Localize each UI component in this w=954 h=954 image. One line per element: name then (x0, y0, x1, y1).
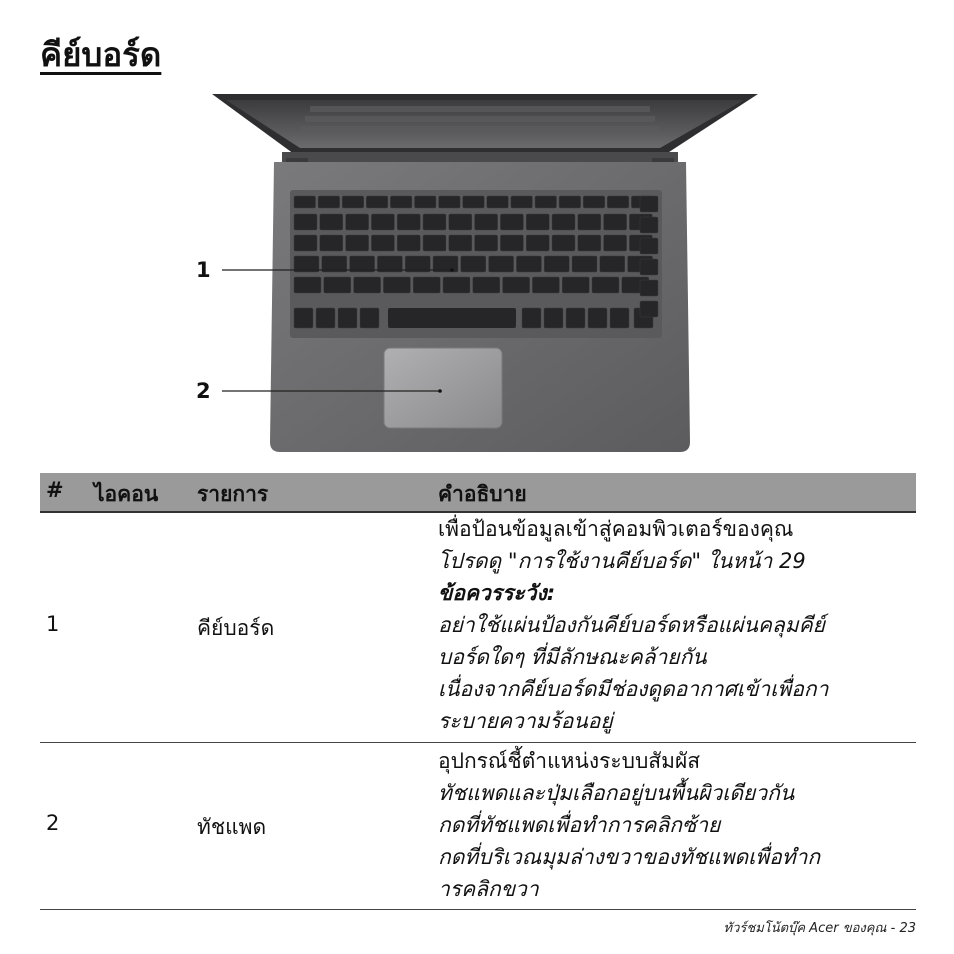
caution-label: ข้อควรระวัง: (438, 581, 556, 605)
keyboard-key (338, 308, 357, 328)
keyboard-key (500, 235, 523, 251)
keyboard-key (640, 238, 658, 254)
keyboard-key (552, 214, 575, 230)
keyboard-key (578, 214, 601, 230)
keyboard-key (318, 196, 340, 208)
keyboard-key (475, 214, 498, 230)
keyboard-key (640, 217, 658, 233)
header-num: # (46, 478, 64, 502)
keyboard-key (487, 196, 509, 208)
keyboard-key (526, 235, 549, 251)
keyboard-key (354, 277, 381, 293)
keyboard-key (449, 235, 472, 251)
keyboard-key (640, 259, 658, 275)
description-line: บอร์ดใดๆ ที่มีลักษณะคล้ายกัน (438, 645, 707, 669)
keyboard-key (439, 196, 461, 208)
keyboard-key (320, 235, 343, 251)
keyboard-key (371, 235, 394, 251)
keyboard-key (588, 308, 607, 328)
keyboard-key (566, 308, 585, 328)
description-line: กดที่ทัชแพดเพื่อทำการคลิกซ้าย (438, 813, 721, 837)
description-line: เนื่องจากคีย์บอร์ดมีช่องดูดอากาศเข้าเพื่อกา (438, 677, 829, 701)
keyboard-key (475, 235, 498, 251)
description-line: โปรดดู "การใช้งานคีย์บอร์ด" ในหน้า 29 (438, 549, 806, 573)
keyboard-key (461, 256, 486, 272)
keyboard-key (535, 196, 557, 208)
keyboard-key (640, 196, 658, 212)
keyboard-key (324, 277, 351, 293)
callout-label-1: 1 (196, 258, 211, 282)
keyboard-key (346, 214, 369, 230)
page-title: คีย์บอร์ด (40, 35, 162, 74)
keyboard-key (489, 256, 514, 272)
table-header (40, 473, 916, 513)
keyboard-key (610, 308, 629, 328)
row-item: ทัชแพด (197, 815, 267, 839)
keyboard-key (423, 235, 446, 251)
description-line: ระบายความร้อนอยู่ (438, 709, 613, 733)
keyboard-key (366, 196, 388, 208)
touchpad (384, 348, 502, 428)
description-line: ารคลิกขวา (438, 877, 539, 901)
row-description (438, 745, 916, 905)
keyboard-key (532, 277, 559, 293)
keyboard-key (559, 196, 581, 208)
keyboard-key (320, 214, 343, 230)
keyboard-key (607, 196, 629, 208)
description-line: ทัชแพดและปุ่มเลือกอยู่บนพื้นผิวเดียวกัน (438, 781, 795, 805)
description-line: กดที่บริเวณมุมล่างขวาของทัชแพดเพื่อทำก (438, 845, 821, 869)
table-row (40, 512, 916, 743)
description-line: อุปกรณ์ชี้ตำแหน่งระบบสัมผัส (438, 749, 701, 773)
keyboard-key (578, 235, 601, 251)
keyboard-key (294, 308, 313, 328)
keyboard-key (397, 214, 420, 230)
keyboard-key (371, 214, 394, 230)
keyboard-key (423, 214, 446, 230)
keyboard-key (415, 196, 437, 208)
header-item: รายการ (197, 482, 269, 506)
keyboard-key (544, 256, 569, 272)
row-number: 1 (46, 612, 60, 636)
keyboard-key (562, 277, 589, 293)
keyboard-key (316, 308, 335, 328)
keyboard-key (526, 214, 549, 230)
keyboard-key (360, 308, 379, 328)
keyboard-key (583, 196, 605, 208)
keyboard-key (346, 235, 369, 251)
keyboard-key (516, 256, 541, 272)
keyboard-key (600, 256, 625, 272)
callout-label-2: 2 (196, 379, 211, 403)
keyboard-key (463, 196, 485, 208)
description-line: อย่าใช้แผ่นป้องกันคีย์บอร์ดหรือแผ่นคลุมคีย์ (438, 613, 825, 637)
row-item: คีย์บอร์ด (197, 616, 275, 640)
keyboard-key (500, 214, 523, 230)
description-line: เพื่อป้อนข้อมูลเข้าสู่คอมพิวเตอร์ของคุณ (438, 517, 794, 541)
keyboard-key (294, 214, 317, 230)
keyboard-key (383, 277, 410, 293)
keyboard-key (503, 277, 530, 293)
keyboard-key (544, 308, 563, 328)
table-row (40, 743, 916, 910)
header-icon: ไอคอน (94, 482, 159, 506)
laptop-illustration (190, 92, 770, 454)
header-description: คำอธิบาย (438, 482, 527, 506)
laptop-figure (190, 92, 770, 454)
keyboard-key (511, 196, 533, 208)
keyboard-key (294, 235, 317, 251)
keyboard-key (294, 277, 321, 293)
keyboard-key (473, 277, 500, 293)
keyboard-key (604, 214, 627, 230)
keyboard-key (640, 301, 658, 317)
keyboard-key (572, 256, 597, 272)
keyboard-key (640, 280, 658, 296)
keyboard-key (390, 196, 412, 208)
row-description (438, 513, 916, 737)
keyboard-key (413, 277, 440, 293)
keyboard-key (592, 277, 619, 293)
keyboard-key (522, 308, 541, 328)
keyboard-key (552, 235, 575, 251)
row-number: 2 (46, 811, 60, 835)
keyboard-key (604, 235, 627, 251)
keyboard-key (342, 196, 364, 208)
page-footer: ทัวร์ชมโน้ตบุ๊ค Acer ของคุณ - 23 (723, 921, 916, 936)
keyboard-key (443, 277, 470, 293)
keyboard-key (449, 214, 472, 230)
keyboard-key (294, 196, 316, 208)
spacebar (388, 308, 516, 328)
keyboard-key (397, 235, 420, 251)
